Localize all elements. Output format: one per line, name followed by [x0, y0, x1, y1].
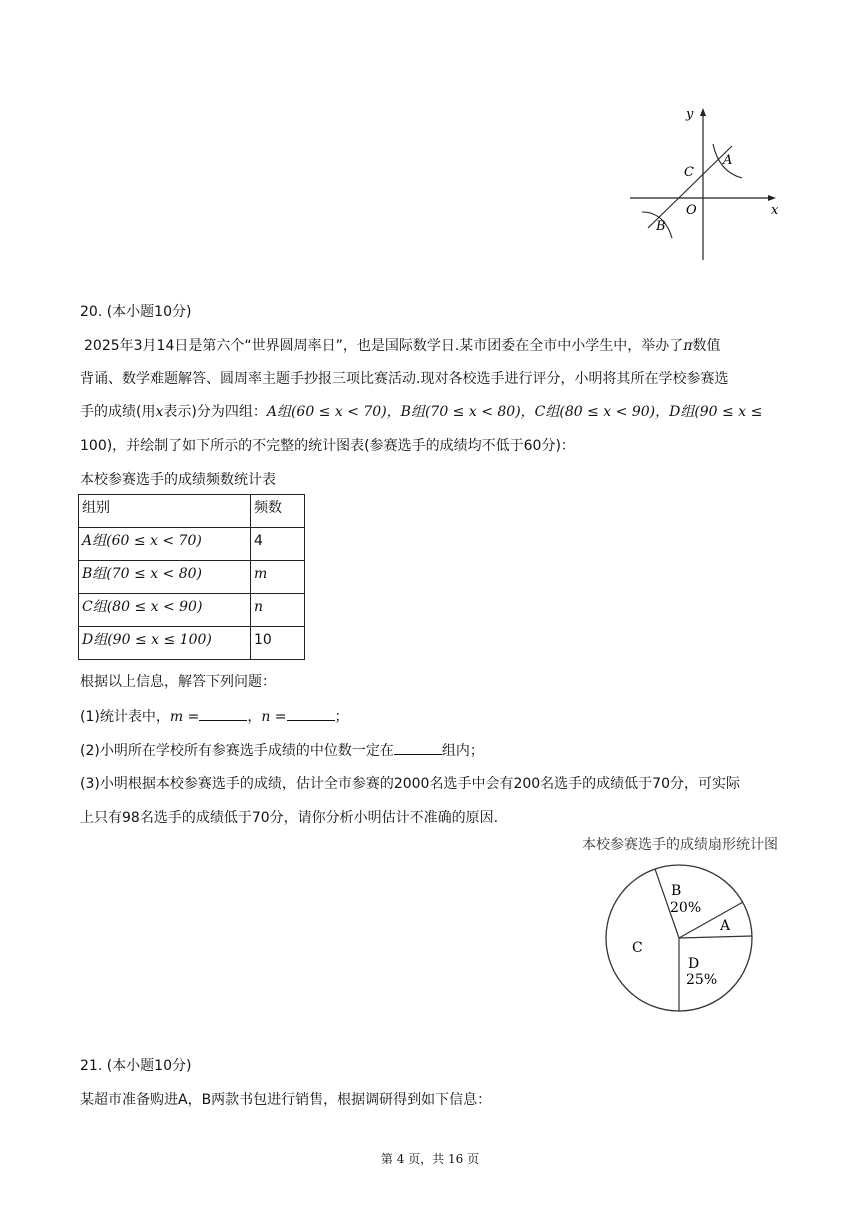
q21-paragraph: 某超市准备购进A，B两款书包进行销售，根据调研得到如下信息： [80, 1092, 492, 1108]
group-c-range: C组(80 ≤ x < 90)， [534, 404, 670, 420]
q20-text: 表示)分为四组： [163, 404, 267, 420]
pie-label-c: C [632, 940, 643, 956]
page-footer: 第 4 页，共 16 页 [380, 1152, 480, 1166]
coordinate-figure [620, 100, 790, 265]
pie-chart-title: 本校参赛选手的成绩扇形统计图 [582, 837, 778, 853]
q20-text: 2025年3月14日是第六个“世界圆周率日”，也是国际数学日.某市团委在全市中小学生中，举办了 [84, 338, 684, 354]
pie-divider-ad [679, 936, 752, 938]
variable-x: x [155, 404, 164, 420]
q20-paragraph-line-1 [84, 336, 721, 356]
y-axis-label: y [686, 107, 694, 122]
table-row [79, 528, 305, 561]
point-b-label: B [656, 219, 666, 234]
pie-label-a: A [720, 918, 731, 934]
q2-text: (2)小明所在学校所有参赛选手成绩的中位数一定在 [80, 743, 394, 759]
group-a-range: A组(60 ≤ x < 70)， [266, 404, 401, 420]
table-cell-frequency: n [251, 594, 305, 627]
table-cell-group: B组(70 ≤ x < 80) [79, 561, 251, 594]
q21-heading: 21. (本小题10分) [80, 1058, 192, 1074]
table-cell-group: D组(90 ≤ x ≤ 100) [79, 627, 251, 660]
q1-text: (1)统计表中， [80, 709, 170, 725]
y-axis-arrow [700, 108, 706, 116]
q1-n: n = [261, 709, 287, 725]
answer-blank-m [199, 706, 247, 721]
frequency-table [78, 494, 305, 660]
table-header-cell: 组别 [79, 495, 251, 528]
table-cell-frequency: m [251, 561, 305, 594]
x-axis-label: x [771, 203, 779, 218]
group-b-range: B组(70 ≤ x < 80)， [400, 404, 535, 420]
group-d-range: D组(90 ≤ x ≤ [669, 404, 763, 420]
table-row [79, 627, 305, 660]
q20-paragraph-line-3 [80, 402, 762, 422]
pi-symbol: π [683, 338, 693, 354]
q20-heading: 20. (本小题10分) [80, 304, 192, 320]
table-header-row [79, 495, 305, 528]
pie-label-d-percent: 25% [686, 972, 718, 988]
table-cell-frequency: 4 [251, 528, 305, 561]
table-cell-group: A组(60 ≤ x < 70) [79, 528, 251, 561]
q20-paragraph-line-2: 背诵、数学难题解答、圆周率主题手抄报三项比赛活动.现对各校选手进行评分，小明将其所在学校参赛选 [80, 371, 729, 387]
question-1 [80, 706, 349, 727]
point-c-label: C [684, 165, 694, 180]
q1-m: m = [169, 709, 200, 725]
table-title: 本校参赛选手的成绩频数统计表 [80, 472, 276, 488]
question-2 [80, 740, 484, 761]
questions-intro: 根据以上信息，解答下列问题： [80, 674, 276, 690]
origin-label: O [686, 203, 697, 218]
q20-text: 数值 [692, 338, 721, 354]
question-3-line-1: (3)小明根据本校参赛选手的成绩，估计全市参赛的2000名选手中会有200名选手的成绩低于70分，可实际 [80, 776, 740, 792]
q2-text-end: 组内； [441, 743, 484, 759]
pie-chart [598, 860, 763, 1015]
answer-blank-n [287, 706, 335, 721]
point-a-label: A [723, 153, 733, 168]
pie-label-b: B [671, 883, 682, 899]
table-cell-group: C组(80 ≤ x < 90) [79, 594, 251, 627]
q1-sep: ， [247, 709, 262, 725]
x-axis-arrow [768, 195, 776, 201]
table-row [79, 594, 305, 627]
table-cell-frequency: 10 [251, 627, 305, 660]
table-header-cell: 频数 [251, 495, 305, 528]
table-row [79, 561, 305, 594]
q1-end: ； [334, 709, 349, 725]
q20-paragraph-line-4: 100)，并绘制了如下所示的不完整的统计图表(参赛选手的成绩均不低于60分)： [80, 438, 575, 454]
question-3-line-2: 上只有98名选手的成绩低于70分，请你分析小明估计不准确的原因. [80, 810, 499, 826]
pie-label-b-percent: 20% [670, 900, 702, 916]
q20-text: 手的成绩(用 [80, 404, 156, 420]
answer-blank-median-group [394, 740, 442, 755]
pie-label-d: D [688, 956, 700, 972]
